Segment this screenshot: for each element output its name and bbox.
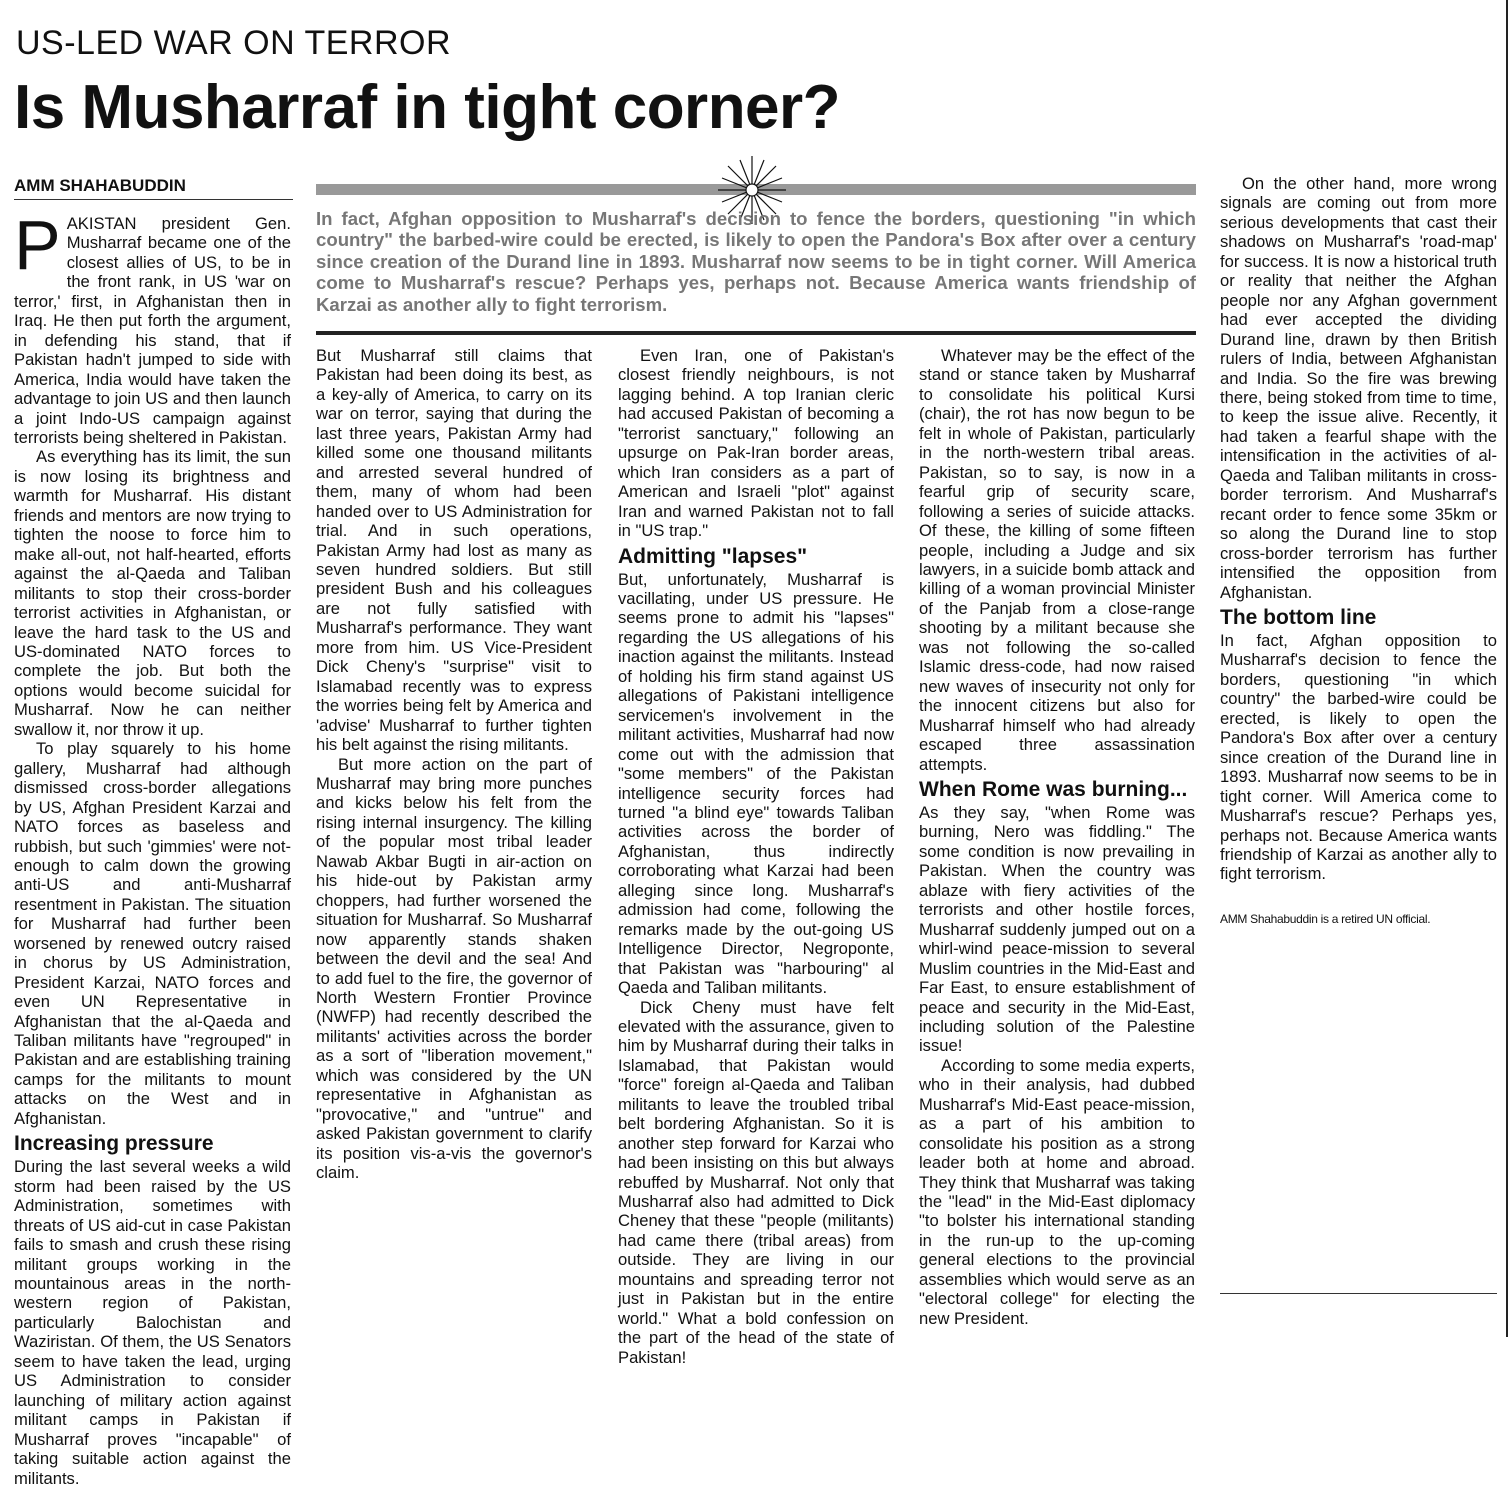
page-edge-rule [1506, 0, 1508, 1337]
end-rule [1220, 1293, 1497, 1294]
paragraph: As they say, "when Rome was burning, Nero was fiddling." The some condition is now prevailing in Pakistan. When the country was ablaze with fiery activities of the terrorists and other hostile forces, Musharraf suddenly jumped out on a whirl-wind peace-mission to several Muslim countries in the Mid-East and Far East, to ensure establishment of peace and security in the Mid-East, including solution of the Palestine issue! [919, 802, 1195, 1056]
paragraph: Dick Cheny must have felt elevated with the assurance, given to him by Musharraf during their talks in Islamabad, that Pakistan would "force" foreign al-Qaeda and Taliban militants to leave the troubled tribal belt bordering Afghanistan. So it is another step forward for Karzai who had been insisting on this but always rebuffed by Musharraf. Not only that Musharraf also had admitted to Dick Cheney that these "people (militants) had came there (tribal areas) from outside. They are living in our mountains and spreading terror not just in Pakistan but in the entire world." What a bold confession on the part of the head of the state of Pakistan! [618, 997, 894, 1367]
paragraph [14, 206, 291, 447]
drop-cap: P [14, 206, 61, 284]
section-kicker: US-LED WAR ON TERROR [16, 24, 452, 62]
paragraph: But more action on the part of Musharraf may bring more punches and kicks below his felt from the rising internal insurgency. The killing of the popular most tribal leader Nawab Akbar Bugti in air-action on his hide-out by Pakistan army choppers, had further worsened the situation for Musharraf. So Musharraf now apparently stands shaken between the devil and the sea! And to add fuel to the fire, the governor of North Western Frontier Province (NWFP) had recently described the militants' activities across the border as a sort of "liberation movement," which was considered by the UN representative in Afghanistan as "provocative," and "untrue" and asked Pakistan government to clarify its position vis-a-vis the governor's claim. [316, 754, 592, 1183]
paragraph-text: AKISTAN president Gen. Musharraf became one of the closest allies of US, to be in the front rank, in US 'war on terror,' first, in Afghanistan then in Iraq. He then put forth the argument, in defending his stand, that if Pakistan hadn't jumped to side with America, India would have taken the advantage to join US and then launch a joint Indo-US campaign against terrorists being sheltered in Pakistan. [14, 214, 291, 447]
paragraph: But Musharraf still claims that Pakistan had been doing its best, as a key-ally of America, to carry on its war on terror, saying that during the last three years, Pakistan Army had killed some one thousand militants and arrested several hundred of them, many of whom had been handed over to US Administration for trial. And in such operations, Pakistan Army had lost as many as seven hundred soldiers. But still president Bush and his colleagues are not fully satisfied with Musharraf's performance. They want more from him. US Vice-President Dick Cheny's "surprise" visit to Islamabad recently was to express the worries being felt by America and 'advise' Musharraf to further tighten his belt against the rising militants. [316, 346, 592, 755]
paragraph: During the last several weeks a wild storm had been raised by the US Administration, sometimes with threats of US aid-cut in case Pakistan fails to smash and crush these rising militant groups working in the mountainous areas in the north-western region of Pakistan, particularly Balochistan and Waziristan. Of them, the US Senators seem to have taken the lead, urging US Administration to consider launching of military action against militant camps in Pakistan if Musharraf proves "incapable" of taking suitable action against the militants. [14, 1157, 291, 1488]
column-3 [618, 346, 894, 1367]
subheading: Admitting "lapses" [618, 544, 808, 568]
paragraph: To play squarely to his home gallery, Musharraf had although dismissed cross-border allegations by US, Afghan President Karzai and NATO forces as baseless and rubbish, but such 'gimmies' were not-enough to calm down the growing anti-US and anti-Musharraf resentment in Pakistan. The situation for Musharraf had further been worsened by renewed outcry raised in chorus by US Administration, President Karzai, NATO forces and even UN Representative in Afghanistan that the al-Qaeda and Taliban militants have "regrouped" in Pakistan and are establishing training camps for the militants to mount attacks on the West and in Afghanistan. [14, 739, 291, 1128]
column-4 [919, 346, 1195, 1331]
paragraph: On the other hand, more wrong signals are coming out from more serious developments that cast their shadows on Musharraf's 'road-map' for success. It is now a historical truth or reality that neither the Afghan people nor any Afghan government had ever accepted the dividing Durand line, drawn by then British rulers of India, between Afghanistan and India. So the fire was brewing there, being stoked from time to time, to keep the issue alive. Recently, it had taken a fearful shape with the intensification in the activities of al-Qaeda and Taliban militants in cross-border terrorism. And Musharraf's recant order to fence some 35km or so along the Durand line to stop cross-border terrorism has further intensified the opposition from Afghanistan. [1220, 174, 1497, 602]
paragraph: As everything has its limit, the sun is now losing its brightness and warmth for Musharraf. His distant friends and mentors are now trying to tighten the noose to force him to make all-out, not half-hearted, efforts against the al-Qaeda and Taliban militants to stop their cross-border terrorist activities in Afghanistan, or leave the hard task to the US and US-dominated NATO forces to complete the job. But both the options would become suicidal for Musharraf. Now he can neither swallow it, nor throw it up. [14, 447, 291, 739]
author-credit: AMM Shahabuddin is a retired UN official. [1220, 911, 1431, 926]
subheading: When Rome was burning... [919, 777, 1188, 801]
paragraph: Whatever may be the effect of the stand or stance taken by Musharraf to consolidate his political Kursi (chair), the rot has now begun to be felt in whole of Pakistan, particularly in the north-western tribal areas. Pakistan, so to say, is now in a fearful grip of security scare, following a series of suicide attacks. Of these, the killing of some fifteen people, including a Judge and six lawyers, in a suicide bomb attack and killing of a woman provincial Minister of the Panjab from a close-range shooting by a militant because she was not following the so-called Islamic dress-code, had now raised new waves of insecurity not only for the innocent citizens but also for Musharraf himself who had already escaped three assassination attempts. [919, 346, 1195, 774]
article-headline: Is Musharraf in tight corner? [14, 73, 841, 142]
pullquote-bottom-rule [316, 331, 1196, 335]
pull-quote: In fact, Afghan opposition to Musharraf's decision to fence the borders, questioning "in which country" the barbed-wire could be erected, is likely to open the Pandora's Box after over a century since creation of the Durand line in 1893. Musharraf now seems to be in tight corner. Will America come to Musharraf's rescue? Perhaps yes, perhaps not. Because America wants friendship of Karzai as another ally to fight terrorism. [316, 208, 1196, 315]
paragraph: In fact, Afghan opposition to Musharraf's decision to fence the borders, questioning "in which country" the barbed-wire could be erected, is likely to open the Pandora's Box after over a century since creation of the Durand line in 1893. Musharraf now seems to be in tight corner. Will America come to Musharraf's rescue? Perhaps yes, perhaps not. Because America wants friendship of Karzai as another ally to fight terrorism. [1220, 630, 1497, 884]
paragraph: According to some media experts, who in their analysis, had dubbed Musharraf's Mid-East peace-mission, as a part of his ambition to consolidate his position as a strong leader both at home and abroad. They think that Musharraf was taking the "lead" in the Mid-East diplomacy "to bolster his international standing in the run-up to the up-coming general elections to the provincial assemblies which would serve as an "electoral college" for electing the new President. [919, 1055, 1195, 1328]
subheading: Increasing pressure [14, 1132, 214, 1156]
byline: AMM SHAHABUDDIN [14, 176, 186, 195]
byline-rule [14, 199, 293, 200]
column-5 [1220, 174, 1497, 1290]
subheading: The bottom line [1220, 605, 1377, 629]
paragraph: Even Iran, one of Pakistan's closest friendly neighbours, is not lagging behind. A top Iranian cleric had accused Pakistan of becoming a "terrorist sanctuary," following an upsurge on Pak-Iran border areas, which Iran considers as a part of American and Israeli "plot" against Iran and warned Pakistan not to fall in "US trap." [618, 346, 894, 541]
column-2 [316, 346, 592, 1331]
paragraph: But, unfortunately, Musharraf is vacillating, under US pressure. He seems prone to admit his "lapses" regarding the US allegations of his inaction against the militants. Instead of holding his firm stand against US allegations of Pakistani intelligence servicemen's involvement in the militant activities, Musharraf had now come out with the admission that "some members" of the Pakistan intelligence security forces had turned "a blind eye" towards Taliban activities across the border of Afghanistan, thus indirectly corroborating what Karzai had been alleging since long. Musharraf's admission had come, following the remarks made by the out-going US Intelligence Director, Negroponte, that Pakistan was "harbouring" al Qaeda and Taliban militants. [618, 569, 894, 998]
column-1 [14, 206, 291, 1488]
